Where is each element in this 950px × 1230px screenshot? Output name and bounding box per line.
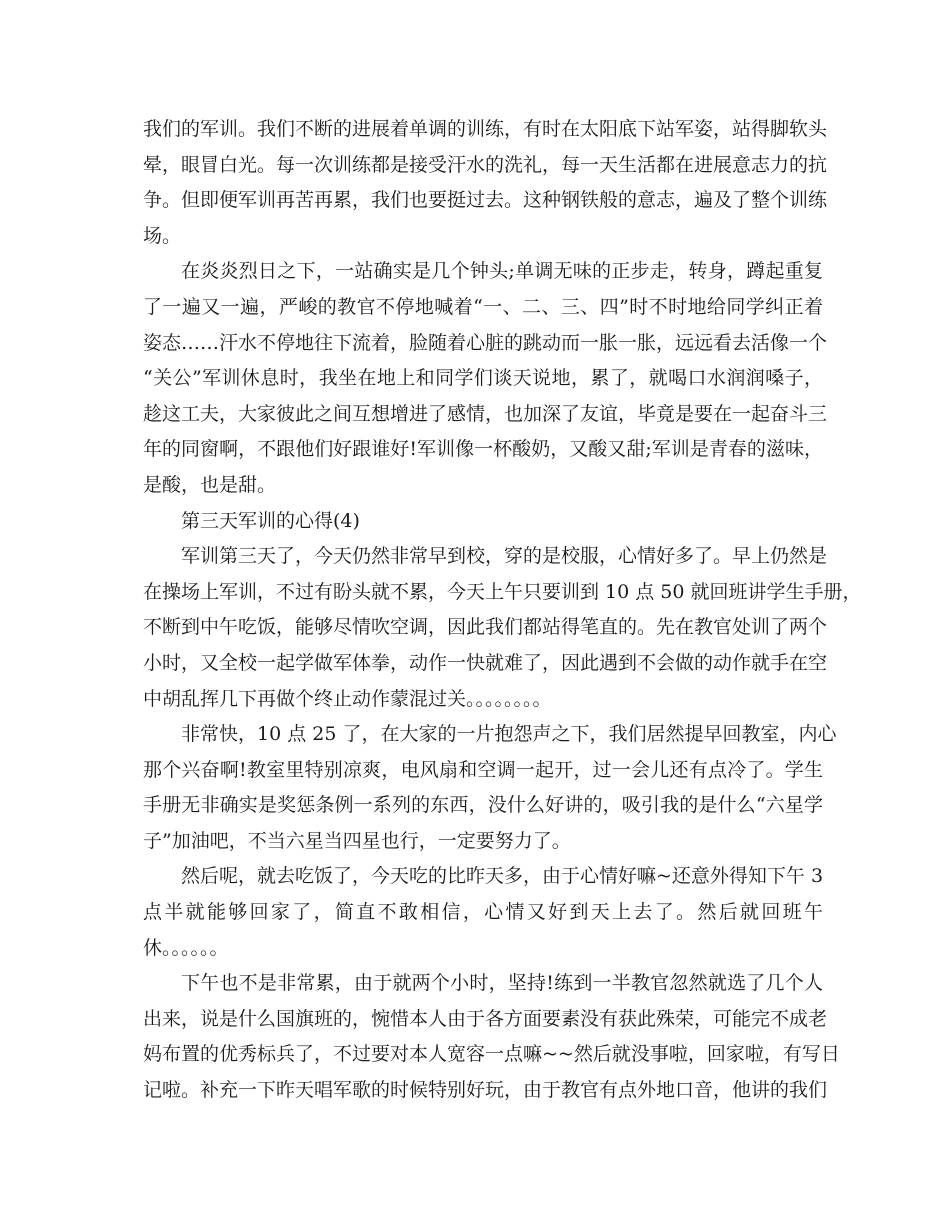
text-line: 我们的军训。我们不断的进展着单调的训练，有时在太阳底下站军姿，站得脚软头 <box>143 118 828 140</box>
text-line: 年的同窗啊，不跟他们好跟谁好!军训像一杯酸奶，又酸又甜;军训是青春的滋味， <box>143 438 823 461</box>
text-line: 记啦。补充一下昨天唱军歌的时候特别好玩，由于教官有点外地口音，他讲的我们 <box>143 1079 828 1102</box>
text-line: 子”加油吧，不当六星当四星也行，一定要努力了。 <box>143 829 571 852</box>
text-line: 争。但即便军训再苦再累，我们也要挺过去。这种钢铁般的意志，遍及了整个训练 <box>143 189 828 212</box>
text-line: “关公”军训休息时，我坐在地上和同学们谈天说地，累了，就喝口水润润嗓子， <box>143 367 823 390</box>
text-line: 休。。。。。。 <box>143 936 229 959</box>
document-body <box>143 112 862 1109</box>
text-line: 中胡乱挥几下再做个终止动作蒙混过关。。。。。。。。 <box>143 687 552 710</box>
text-line: 在炎炎烈日之下，一站确实是几个钟头;单调无味的正步走，转身，蹲起重复 <box>181 260 823 283</box>
text-line: 小时，又全校一起学做军体拳，动作一快就难了，因此遇到不会做的动作就手在空 <box>143 651 828 674</box>
text-line: 手册无非确实是奖惩条例一系列的东西，没什么好讲的，吸引我的是什么“六星学 <box>143 794 823 817</box>
text-line: 军训第三天了，今天仍然非常早到校，穿的是校服，心情好多了。早上仍然是 <box>181 545 828 568</box>
text-line: 不断到中午吃饭，能够尽情吹空调，因此我们都站得笔直的。先在教官处训了两个 <box>143 616 828 639</box>
text-line: 然后呢，就去吃饭了，今天吃的比昨天多，由于心情好嘛~还意外得知下午 3 <box>181 865 824 888</box>
text-line: 场。 <box>143 224 182 247</box>
text-line: 点半就能够回家了，简直不敢相信，心情又好到天上去了。然后就回班午 <box>143 901 823 924</box>
text-line: 趁这工夫，大家彼此之间互想增进了感情，也加深了友谊，毕竟是要在一起奋斗三 <box>143 402 828 425</box>
text-line: 晕，眼冒白光。每一次训练都是接受汗水的洗礼，每一天生活都在进展意志力的抗 <box>143 153 828 176</box>
text-line: 了一遍又一遍，严峻的教官不停地喊着“一、二、三、四”时不时地给同学纠正着 <box>143 295 823 318</box>
text-line: 姿态……汗水不停地往下流着，脸随着心脏的跳动而一胀一胀，远远看去活像一个 <box>143 331 828 354</box>
text-line: 在操场上军训，不过有盼头就不累，今天上午只要训到 10 点 50 就回班讲学生手册， <box>143 580 862 603</box>
text-line: 是酸，也是甜。 <box>143 473 277 496</box>
text-line: 出来，说是什么国旗班的，惋惜本人由于各方面要素没有获此殊荣，可能完不成老 <box>143 1007 828 1030</box>
text-line: 下午也不是非常累，由于就两个小时，坚持!练到一半教官忽然就选了几个人 <box>181 972 823 995</box>
text-line: 第三天军训的心得(4) <box>181 509 360 532</box>
text-line: 非常快，10 点 25 了，在大家的一片抱怨声之下，我们居然提早回教室，内心 <box>181 723 837 746</box>
text-line: 那个兴奋啊!教室里特别凉爽，电风扇和空调一起开，过一会儿还有点冷了。学生 <box>143 758 823 781</box>
text-line: 妈布置的优秀标兵了，不过要对本人宽容一点嘛~~然后就没事啦，回家啦，有写日 <box>143 1043 840 1066</box>
